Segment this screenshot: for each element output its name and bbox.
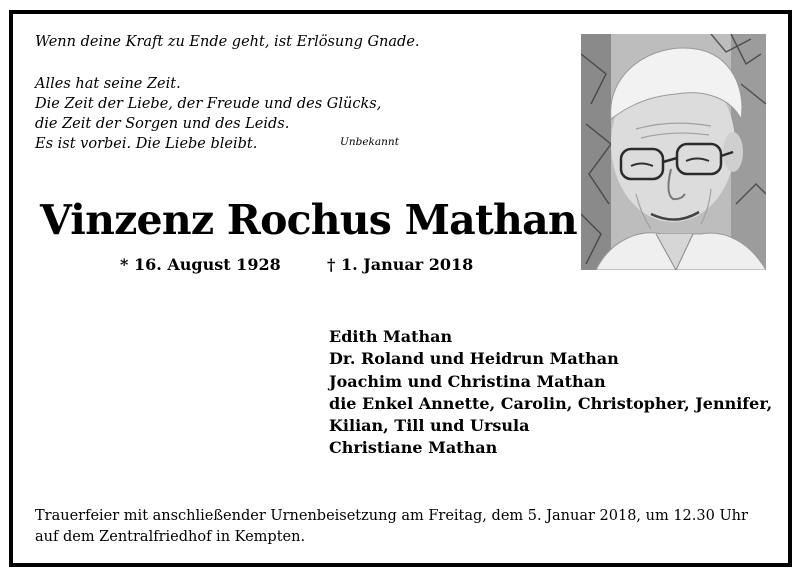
- mourner-line: Christiane Mathan: [329, 438, 498, 458]
- birth-date: * 16. August 1928: [120, 255, 281, 274]
- mourner-line: Joachim und Christina Mathan: [329, 371, 606, 391]
- funeral-notice-line: Trauerfeier mit anschließender Urnenbeisetzung am Freitag, dem 5. Januar 2018, um 12.30 Uhr: [35, 508, 748, 524]
- funeral-notice-line: auf dem Zentralfriedhof in Kempten.: [35, 529, 306, 545]
- mourner-line: Edith Mathan: [329, 327, 453, 346]
- poem-line: Alles hat seine Zeit.: [35, 76, 181, 92]
- mourners-list: [329, 326, 772, 460]
- deceased-name: Vinzenz Rochus Mathan: [40, 196, 577, 244]
- funeral-notice: [35, 506, 748, 548]
- poem-line: Die Zeit der Liebe, der Freude und des Glücks,: [35, 96, 382, 112]
- quote-opening-line: Wenn deine Kraft zu Ende geht, ist Erlösung Gnade.: [35, 34, 420, 50]
- mourner-line: Dr. Roland und Heidrun Mathan: [329, 349, 619, 369]
- poem-author: Unbekannt: [340, 136, 399, 148]
- poem-line: Es ist vorbei. Die Liebe bleibt.: [35, 136, 258, 152]
- mourner-line: Kilian, Till und Ursula: [329, 416, 530, 436]
- portrait-photo: [581, 34, 766, 270]
- poem-line: die Zeit der Sorgen und des Leids.: [35, 116, 290, 132]
- poem: [35, 74, 381, 154]
- death-date: † 1. Januar 2018: [327, 255, 474, 274]
- mourner-line: die Enkel Annette, Carolin, Christopher, Jennifer,: [329, 393, 773, 413]
